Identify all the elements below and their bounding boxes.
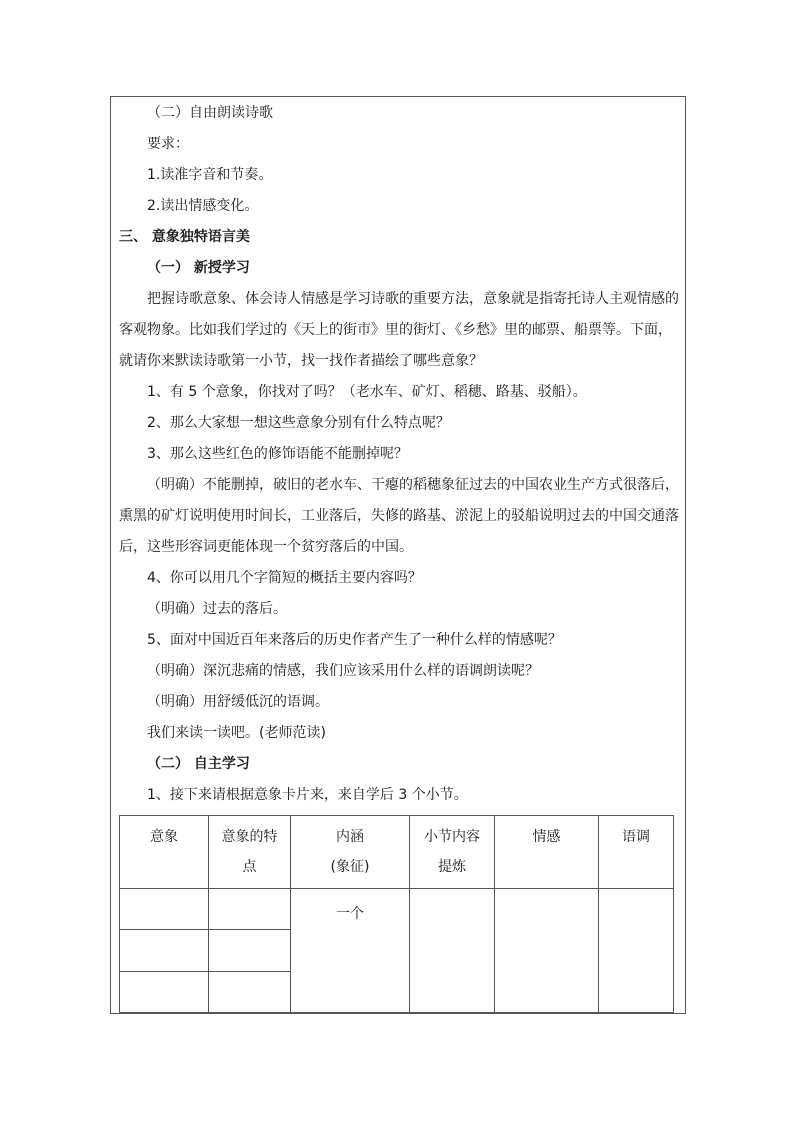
- text-line: （明确）深沉悲痛的情感，我们应该采用什么样的语调朗读呢？: [147, 663, 539, 679]
- header-tone: 语调: [599, 816, 674, 889]
- text-line: 1、有 5 个意象，你找对了吗？（老水车、矿灯、稻穗、路基、驳船）。: [147, 384, 587, 400]
- table-row: [120, 888, 674, 929]
- table-cell[interactable]: [209, 930, 291, 971]
- header-imagery: 意象: [120, 816, 209, 889]
- text-line: （二）自由朗读诗歌: [147, 105, 273, 121]
- text-line: 2、那么大家想一想这些意象分别有什么特点呢？: [147, 415, 450, 431]
- header-emotion: 情感: [495, 816, 599, 889]
- table-cell[interactable]: [120, 971, 209, 1012]
- text-line: 就请你来默读诗歌第一小节，找一找作者描绘了哪些意象？: [119, 353, 483, 369]
- table-header-row: [120, 816, 674, 889]
- text-line: 后，这些形容词更能体现一个贫穷落后的中国。: [119, 539, 413, 555]
- table-cell[interactable]: [209, 888, 291, 929]
- text-line: 我们来读一读吧。(老师范读): [147, 725, 326, 741]
- text-line: 2.读出情感变化。: [147, 198, 259, 214]
- table-cell[interactable]: [495, 888, 599, 1012]
- text-line: 熏黑的矿灯说明使用时间长，工业落后，失修的路基、淤泥上的驳船说明过去的中国交通落: [119, 508, 679, 524]
- text-line: （一） 新授学习: [147, 260, 250, 276]
- text-line: （明确）不能删掉，破旧的老水车、干瘪的稻穗象征过去的中国农业生产方式很落后，: [147, 477, 679, 493]
- lesson-plan-frame: [110, 96, 686, 1014]
- text-line: 1.读准字音和节奏。: [147, 167, 273, 183]
- text-line: 5、面对中国近百年来落后的历史作者产生了一种什么样的情感呢？: [147, 632, 562, 648]
- table-cell[interactable]: [120, 930, 209, 971]
- imagery-card-table: [119, 815, 674, 1013]
- header-section-summary: 小节内容 提炼: [410, 816, 495, 889]
- table-cell[interactable]: [599, 888, 674, 1012]
- text-line: 1、接下来请根据意象卡片来，来自学后 3 个小节。: [147, 787, 468, 803]
- connotation-cell[interactable]: [291, 888, 410, 1012]
- connotation-text: 一个: [336, 905, 364, 922]
- text-line: （明确）过去的落后。: [147, 601, 287, 617]
- text-line: 三、 意象独特语言美: [119, 229, 250, 245]
- text-line: （明确）用舒缓低沉的语调。: [147, 694, 329, 710]
- text-line: 要求：: [147, 136, 189, 152]
- table-cell[interactable]: [209, 971, 291, 1012]
- text-line: 3、那么这些红色的修饰语能不能删掉呢？: [147, 446, 408, 462]
- table-cell[interactable]: [410, 888, 495, 1012]
- text-line: 把握诗歌意象、体会诗人情感是学习诗歌的重要方法，意象就是指寄托诗人主观情感的: [147, 291, 679, 307]
- header-connotation: 内涵 (象征): [291, 816, 410, 889]
- table-cell[interactable]: [120, 888, 209, 929]
- text-line: 客观物象。比如我们学过的《天上的街市》里的街灯、《乡愁》里的邮票、船票等。下面，: [119, 322, 672, 338]
- text-line: 4、你可以用几个字简短的概括主要内容吗？: [147, 570, 422, 586]
- text-line: （二） 自主学习: [147, 756, 250, 772]
- header-imagery-feature: 意象的特 点: [209, 816, 291, 889]
